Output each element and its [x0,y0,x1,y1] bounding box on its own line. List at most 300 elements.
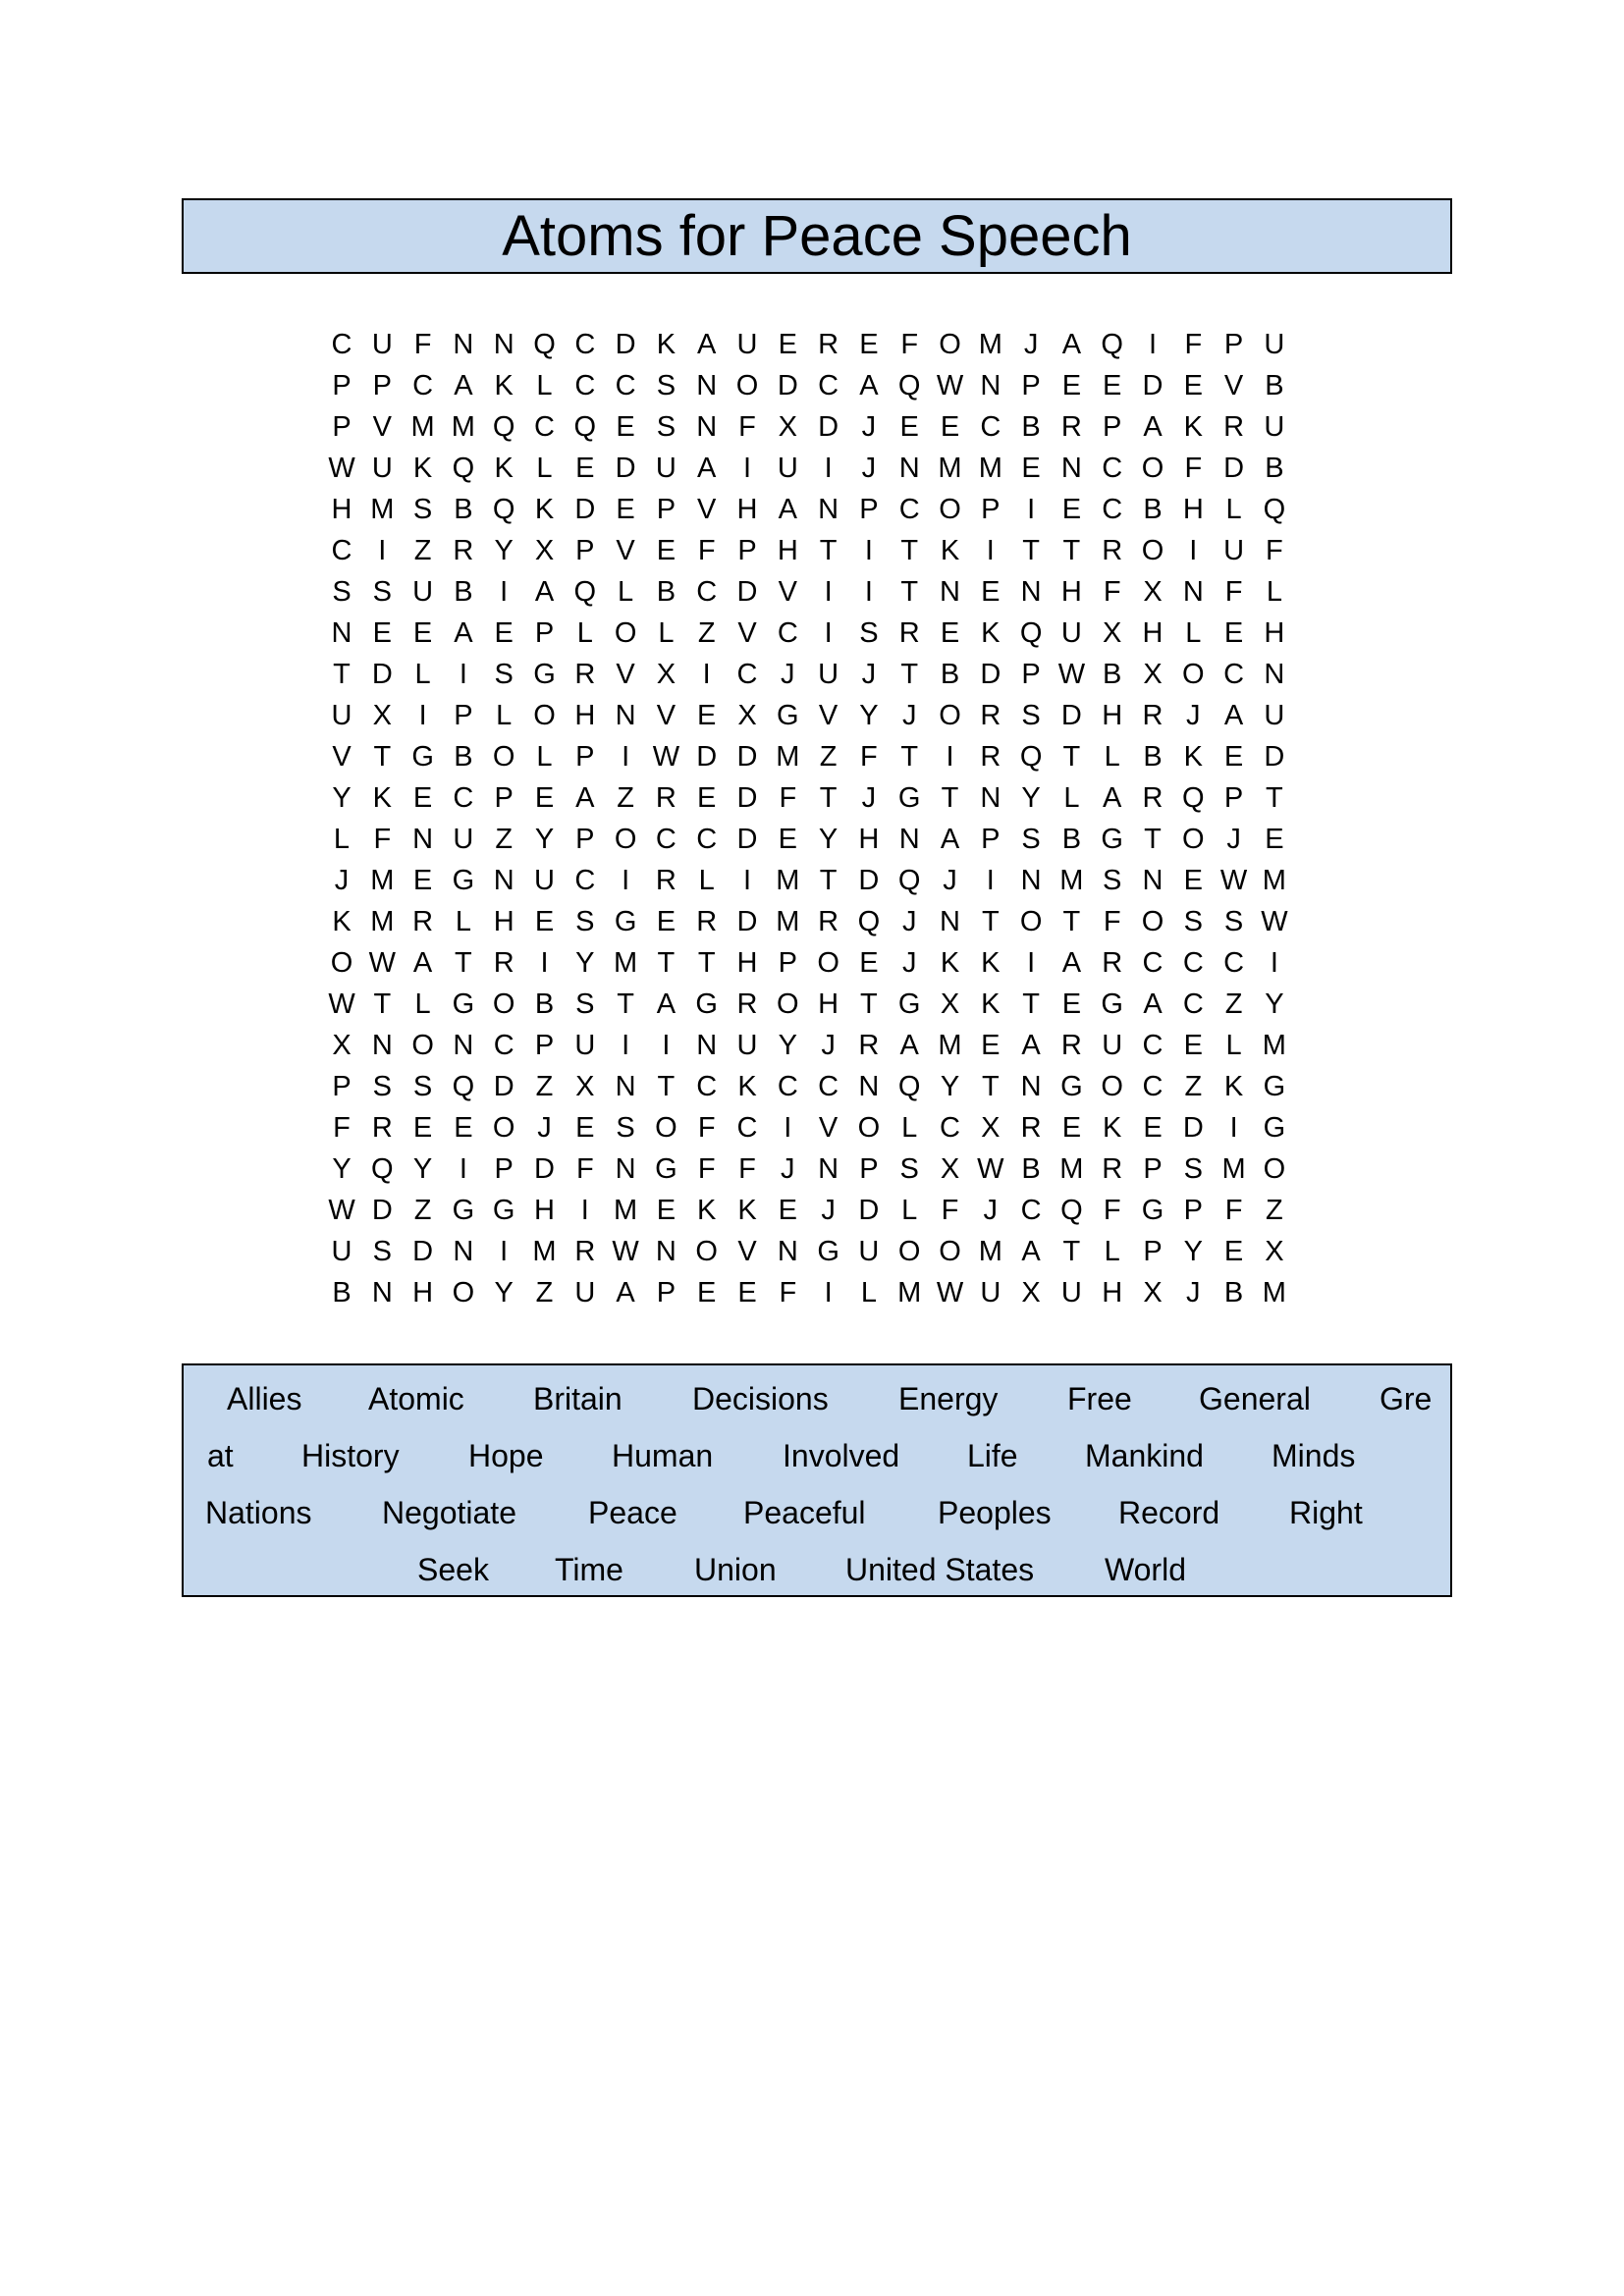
grid-row [0,406,1624,448]
grid-row [0,571,1624,613]
grid-row [0,984,1624,1025]
grid-letter: C [1102,453,1123,484]
grid-letter: H [534,1195,555,1226]
grid-letter: C [1142,1071,1164,1102]
grid-letter: Z [535,1277,554,1308]
grid-letter: I [1027,494,1036,525]
grid-row [0,1148,1624,1190]
grid-letter: X [1103,617,1122,649]
grid-letter: T [900,576,919,608]
grid-letter: E [1021,453,1041,484]
grid-letter: R [818,906,839,937]
grid-letter: N [453,329,474,360]
grid-letter: U [1060,617,1082,649]
grid-letter: Q [573,411,597,443]
grid-letter: E [412,1112,433,1144]
grid-letter: X [737,700,757,731]
grid-letter: N [371,1030,393,1061]
grid-letter: L [698,865,715,896]
grid-letter: I [418,700,427,731]
word-list-item: Hope [468,1438,544,1473]
grid-letter: C [696,824,718,855]
grid-letter: K [1183,411,1203,443]
grid-letter: F [738,1153,756,1185]
grid-letter: Y [332,1153,352,1185]
grid-letter: S [1021,824,1041,855]
grid-letter: N [696,1030,718,1061]
grid-letter: Z [1184,1071,1203,1102]
grid-letter: C [898,494,920,525]
grid-letter: T [657,947,676,979]
grid-letter: O [1182,824,1205,855]
grid-letter: Q [1101,329,1123,360]
grid-letter: L [496,700,513,731]
word-list-item: Allies [227,1381,302,1416]
grid-letter: T [1062,906,1081,937]
grid-letter: E [1061,494,1082,525]
grid-letter: O [857,1112,881,1144]
grid-letter: E [778,824,797,855]
grid-letter: L [536,453,553,484]
grid-letter: B [1021,411,1041,443]
grid-letter: Q [897,1071,921,1102]
grid-letter: L [860,1277,877,1308]
grid-letter: I [1270,947,1278,979]
grid-letter: E [778,329,797,360]
grid-letter: T [1062,741,1081,773]
word-list-item: at [207,1438,234,1473]
grid-letter: O [1101,1071,1123,1102]
grid-letter: G [1141,1195,1164,1226]
grid-letter: B [1061,824,1082,855]
grid-letter: I [540,947,549,979]
grid-letter: B [1143,494,1163,525]
grid-letter: M [370,906,395,937]
grid-letter: R [736,988,758,1020]
grid-letter: L [1225,494,1242,525]
grid-letter: N [615,700,636,731]
grid-letter: N [1142,865,1164,896]
grid-letter: C [331,329,352,360]
grid-letter: T [455,947,472,979]
grid-letter: A [534,576,555,608]
grid-letter: S [656,411,677,443]
grid-letter: S [575,906,595,937]
grid-letter: E [412,617,433,649]
grid-letter: U [980,1277,1001,1308]
grid-letter: F [1224,576,1243,608]
grid-letter: T [981,906,1000,937]
grid-letter: E [697,700,717,731]
grid-letter: J [1186,700,1201,731]
grid-letter: M [776,906,800,937]
grid-letter: F [413,329,432,360]
grid-letter: R [1060,411,1082,443]
grid-letter: E [454,1112,473,1144]
grid-letter: A [1021,1236,1041,1267]
grid-letter: B [454,741,473,773]
grid-row [0,1066,1624,1107]
grid-letter: F [941,1195,959,1226]
grid-letter: A [1103,782,1122,814]
grid-row [0,489,1624,530]
grid-letter: P [575,824,595,855]
grid-letter: M [614,1195,638,1226]
grid-letter: J [983,1195,999,1226]
grid-letter: E [1223,1236,1244,1267]
grid-letter: M [1059,1153,1084,1185]
grid-letter: D [1223,453,1245,484]
grid-letter: Q [452,1071,475,1102]
grid-letter: L [1104,741,1120,773]
grid-letter: L [901,1112,918,1144]
grid-letter: V [818,700,839,731]
grid-letter: G [1263,1112,1286,1144]
grid-row [0,777,1624,819]
grid-letter: P [981,824,1001,855]
grid-letter: L [333,824,351,855]
grid-letter: G [897,782,921,814]
grid-letter: N [818,494,839,525]
grid-letter: E [899,411,919,443]
grid-letter: J [781,1153,795,1185]
grid-letter: J [781,659,795,690]
grid-letter: X [981,1112,1001,1144]
word-list-item: Negotiate [382,1495,516,1530]
grid-letter: I [986,535,995,566]
grid-letter: N [777,1236,798,1267]
grid-letter: E [412,782,433,814]
grid-letter: V [778,576,797,608]
grid-letter: B [1103,659,1122,690]
grid-letter: Y [859,700,879,731]
grid-letter: O [492,988,515,1020]
word-list-item: Seek [417,1552,489,1587]
grid-letter: K [534,494,555,525]
grid-letter: A [454,617,473,649]
grid-letter: V [616,659,635,690]
grid-letter: U [818,659,839,690]
grid-letter: Y [494,535,514,566]
grid-letter: Q [492,494,515,525]
grid-letter: I [742,865,752,896]
grid-letter: F [1103,906,1121,937]
grid-letter: J [861,659,877,690]
grid-letter: H [412,1277,434,1308]
grid-letter: C [818,370,839,401]
grid-letter: O [614,617,637,649]
grid-letter: F [860,741,878,773]
grid-letter: O [735,370,759,401]
grid-letter: I [946,741,954,773]
grid-letter: R [818,329,839,360]
word-list-item: Peace [588,1495,677,1530]
grid-letter: N [940,906,960,937]
grid-letter: R [453,535,474,566]
grid-letter: T [1062,1236,1081,1267]
grid-letter: X [372,700,392,731]
grid-letter: C [493,1030,514,1061]
grid-letter: P [332,411,352,443]
grid-letter: W [936,1277,964,1308]
word-list-item: Mankind [1085,1438,1204,1473]
grid-letter: O [897,1236,921,1267]
grid-letter: S [616,1112,635,1144]
grid-letter: E [1183,370,1203,401]
grid-letter: E [981,1030,1001,1061]
grid-letter: P [778,947,797,979]
grid-letter: F [900,329,919,360]
grid-letter: P [737,535,757,566]
grid-letter: A [1021,1030,1041,1061]
grid-letter: I [1027,947,1036,979]
grid-letter: I [864,576,873,608]
grid-letter: P [534,1030,555,1061]
grid-letter: S [1183,906,1203,937]
grid-letter: L [455,906,471,937]
grid-letter: C [534,411,555,443]
grid-letter: M [1262,1030,1286,1061]
grid-letter: N [898,824,920,855]
grid-letter: E [737,1277,757,1308]
grid-letter: R [1142,782,1164,814]
grid-letter: Z [495,824,514,855]
word-list [182,1363,1452,1597]
grid-letter: X [1265,1236,1284,1267]
grid-letter: C [818,1071,839,1102]
grid-letter: A [697,453,717,484]
grid-letter: N [371,1277,393,1308]
grid-letter: I [580,1195,589,1226]
grid-letter: P [454,700,473,731]
grid-letter: C [574,370,596,401]
grid-letter: H [818,988,839,1020]
grid-letter: P [372,370,392,401]
grid-letter: S [1021,700,1041,731]
grid-letter: X [534,535,555,566]
grid-letter: R [858,1030,880,1061]
grid-letter: L [1266,576,1282,608]
grid-letter: M [776,741,800,773]
grid-letter: J [901,700,917,731]
word-list-item: Energy [898,1381,999,1416]
grid-letter: O [817,947,839,979]
grid-letter: T [1266,782,1283,814]
word-list-item: Union [694,1552,777,1587]
grid-letter: E [940,411,960,443]
grid-letter: G [1101,824,1123,855]
grid-letter: K [697,1195,717,1226]
grid-letter: K [981,617,1001,649]
grid-letter: J [943,865,957,896]
grid-letter: J [861,453,877,484]
grid-letter: Y [1183,1236,1203,1267]
grid-row [0,1107,1624,1148]
grid-letter: I [622,741,630,773]
word-list-item: Time [555,1552,623,1587]
grid-letter: M [776,865,800,896]
grid-letter: H [1264,617,1285,649]
grid-letter: Q [533,329,556,360]
grid-letter: C [940,1112,960,1144]
grid-letter: C [1182,947,1204,979]
grid-letter: T [1022,988,1040,1020]
grid-row [0,530,1624,571]
grid-letter: D [736,906,758,937]
grid-letter: U [777,453,798,484]
grid-letter: R [1020,1112,1042,1144]
grid-letter: I [662,1030,671,1061]
word-list-item: Gre [1380,1381,1433,1416]
grid-letter: W [328,453,355,484]
grid-letter: I [784,1112,792,1144]
grid-letter: P [575,535,595,566]
grid-letter: T [697,947,716,979]
grid-letter: U [1264,411,1285,443]
grid-letter: C [1182,988,1204,1020]
grid-letter: O [492,1112,515,1144]
grid-letter: L [1063,782,1080,814]
grid-letter: N [1020,576,1042,608]
grid-letter: E [616,411,635,443]
grid-letter: G [411,741,434,773]
grid-letter: S [412,494,433,525]
grid-letter: B [656,576,677,608]
grid-letter: C [574,329,596,360]
grid-letter: J [821,1030,836,1061]
grid-letter: U [1264,329,1285,360]
grid-letter: B [534,988,555,1020]
grid-letter: Y [534,824,555,855]
grid-letter: F [575,1153,594,1185]
grid-letter: N [940,576,960,608]
grid-letter: U [412,576,434,608]
grid-row [0,819,1624,860]
grid-letter: C [736,1112,758,1144]
grid-letter: J [1226,824,1241,855]
grid-letter: V [818,1112,839,1144]
grid-letter: D [534,1153,555,1185]
grid-letter: E [1183,865,1203,896]
grid-letter: L [1104,1236,1120,1267]
grid-letter: O [614,824,637,855]
grid-letter: T [819,865,838,896]
grid-letter: F [333,1112,351,1144]
grid-letter: I [500,1236,509,1267]
grid-letter: O [655,1112,677,1144]
grid-letter: Q [897,370,921,401]
grid-letter: J [1023,329,1039,360]
grid-letter: D [696,741,718,773]
grid-letter: R [655,782,677,814]
grid-letter: T [900,741,919,773]
grid-letter: Q [452,453,475,484]
grid-letter: G [897,988,921,1020]
grid-row [0,613,1624,654]
grid-letter: N [696,411,718,443]
grid-letter: N [493,865,514,896]
grid-letter: U [574,1030,596,1061]
grid-row [0,1231,1624,1272]
grid-letter: E [1143,1112,1163,1144]
grid-letter: A [899,1030,919,1061]
grid-letter: R [1223,411,1245,443]
grid-letter: A [1143,988,1163,1020]
grid-letter: O [1141,535,1164,566]
grid-letter: F [779,782,797,814]
grid-letter: R [980,741,1001,773]
grid-letter: T [860,988,878,1020]
grid-letter: F [1266,535,1283,566]
grid-letter: I [702,659,711,690]
grid-letter: L [901,1195,918,1226]
word-list-item: Peoples [938,1495,1052,1530]
grid-letter: K [940,535,960,566]
grid-letter: C [777,1071,798,1102]
grid-letter: N [412,824,434,855]
word-list-item: Decisions [692,1381,829,1416]
grid-letter: T [373,741,392,773]
grid-letter: L [618,576,634,608]
grid-letter: K [737,1195,757,1226]
grid-letter: A [859,370,879,401]
grid-letter: J [861,782,877,814]
grid-letter: U [1223,535,1245,566]
grid-letter: Z [535,1071,554,1102]
grid-letter: R [1102,1153,1123,1185]
grid-letter: J [1186,1277,1201,1308]
grid-letter: N [1182,576,1204,608]
grid-letter: O [777,988,799,1020]
grid-letter: B [1223,1277,1244,1308]
grid-letter: V [616,535,635,566]
grid-letter: X [1143,659,1163,690]
grid-letter: P [1223,329,1244,360]
grid-letter: A [778,494,797,525]
grid-letter: I [622,1030,630,1061]
grid-letter: U [371,329,393,360]
grid-letter: G [1060,1071,1083,1102]
grid-letter: A [1061,947,1082,979]
grid-letter: K [1223,1071,1244,1102]
grid-letter: B [940,659,960,690]
grid-letter: A [940,824,960,855]
grid-row [0,654,1624,695]
grid-letter: L [1225,1030,1242,1061]
grid-letter: C [696,1071,718,1102]
grid-letter: D [858,865,880,896]
grid-row [0,695,1624,736]
grid-letter: Y [332,782,352,814]
grid-letter: M [978,329,1002,360]
grid-letter: V [1223,370,1244,401]
grid-letter: E [1265,824,1284,855]
grid-letter: D [736,576,758,608]
grid-letter: I [824,1277,833,1308]
grid-letter: O [533,700,556,731]
grid-letter: K [494,453,514,484]
grid-letter: P [656,1277,677,1308]
grid-letter: E [1223,741,1244,773]
grid-letter: K [412,453,433,484]
grid-letter: P [534,617,555,649]
grid-letter: E [859,947,879,979]
grid-letter: P [859,1153,879,1185]
grid-letter: C [1142,1030,1164,1061]
grid-letter: W [977,1153,1004,1185]
grid-row [0,1025,1624,1066]
grid-letter: F [373,824,392,855]
